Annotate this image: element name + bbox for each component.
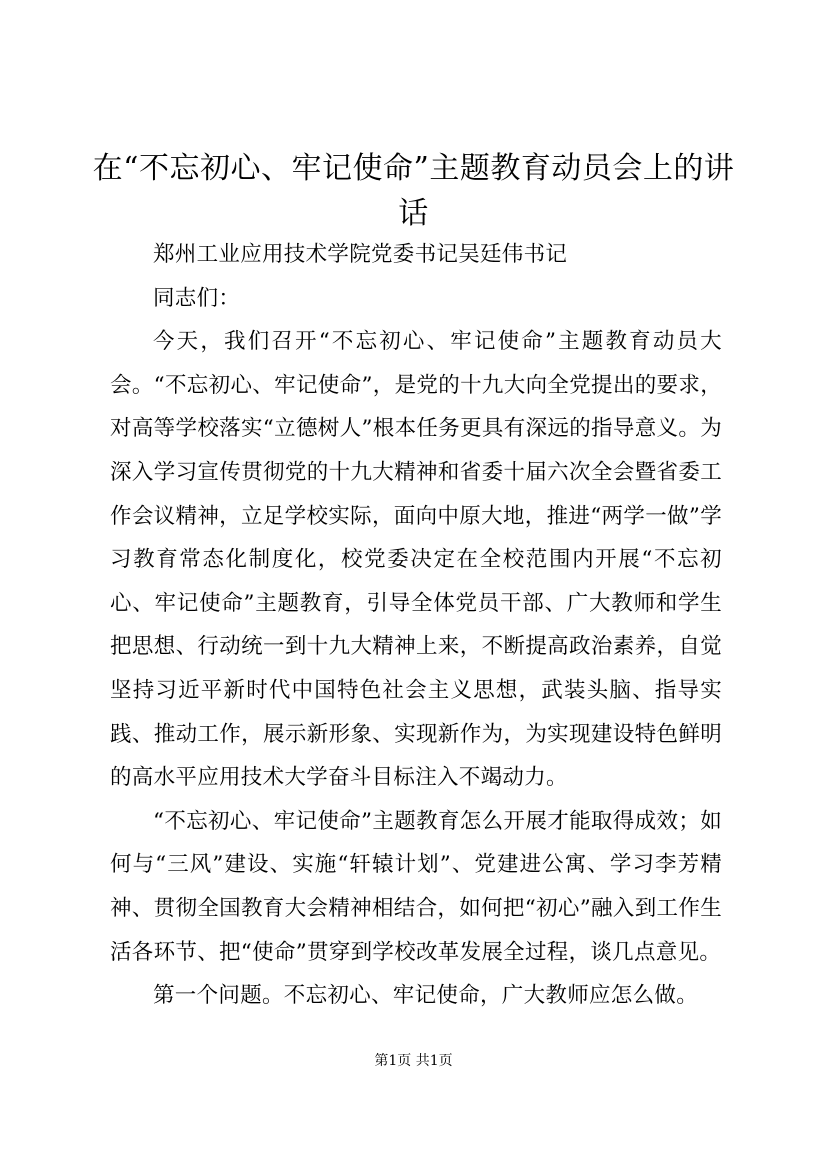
body-paragraph: 今天，我们召开“不忘初心、牢记使命”主题教育动员大会。“不忘初心、牢记使命”，是党的十九大向全党提出的要求，对高等学校落实“立德树人”根本任务更具有深远的指导意义。为深入学习宣传贯彻党的十九大精神和省委十届六次全会暨省委工作会议精神，立足学校实际，面向中原大地，推进“两学一做”学习教育常态化制度化，校党委决定在全校范围内开展“不忘初心、牢记使命”主题教育，引导全体党员干部、广大教师和学生把思想、行动统一到十九大精神上来，不断提高政治素养，自觉坚持习近平新时代中国特色社会主义思想，武装头脑、指导实践、推动工作，展示新形象、实现新作为，为实现建设特色鲜明的高水平应用技术大学奋斗目标注入不竭动力。 [110,329,722,791]
document-body [110,233,722,1018]
document-title: 在“不忘初心、牢记使命”主题教育动员会上的讲话 [92,151,735,231]
page-number: 第1页 共1页 [374,1053,453,1069]
page-footer [0,1051,827,1071]
body-paragraph: 第一个问题。不忘初心、牢记使命，广大教师应怎么做。 [153,983,699,1009]
salutation: 同志们： [153,285,241,311]
body-paragraph: “不忘初心、牢记使命”主题教育怎么开展才能取得成效；如何与“三风”建设、实施“轩辕计划”、党建进公寓、学习李芳精神、贯彻全国教育大会精神相结合，如何把“初心”融入到工作生活各环节、把“使命”贯穿到学校改革发展全过程，谈几点意见。 [110,808,722,965]
author-line: 郑州工业应用技术学院党委书记吴廷伟书记 [153,242,568,267]
